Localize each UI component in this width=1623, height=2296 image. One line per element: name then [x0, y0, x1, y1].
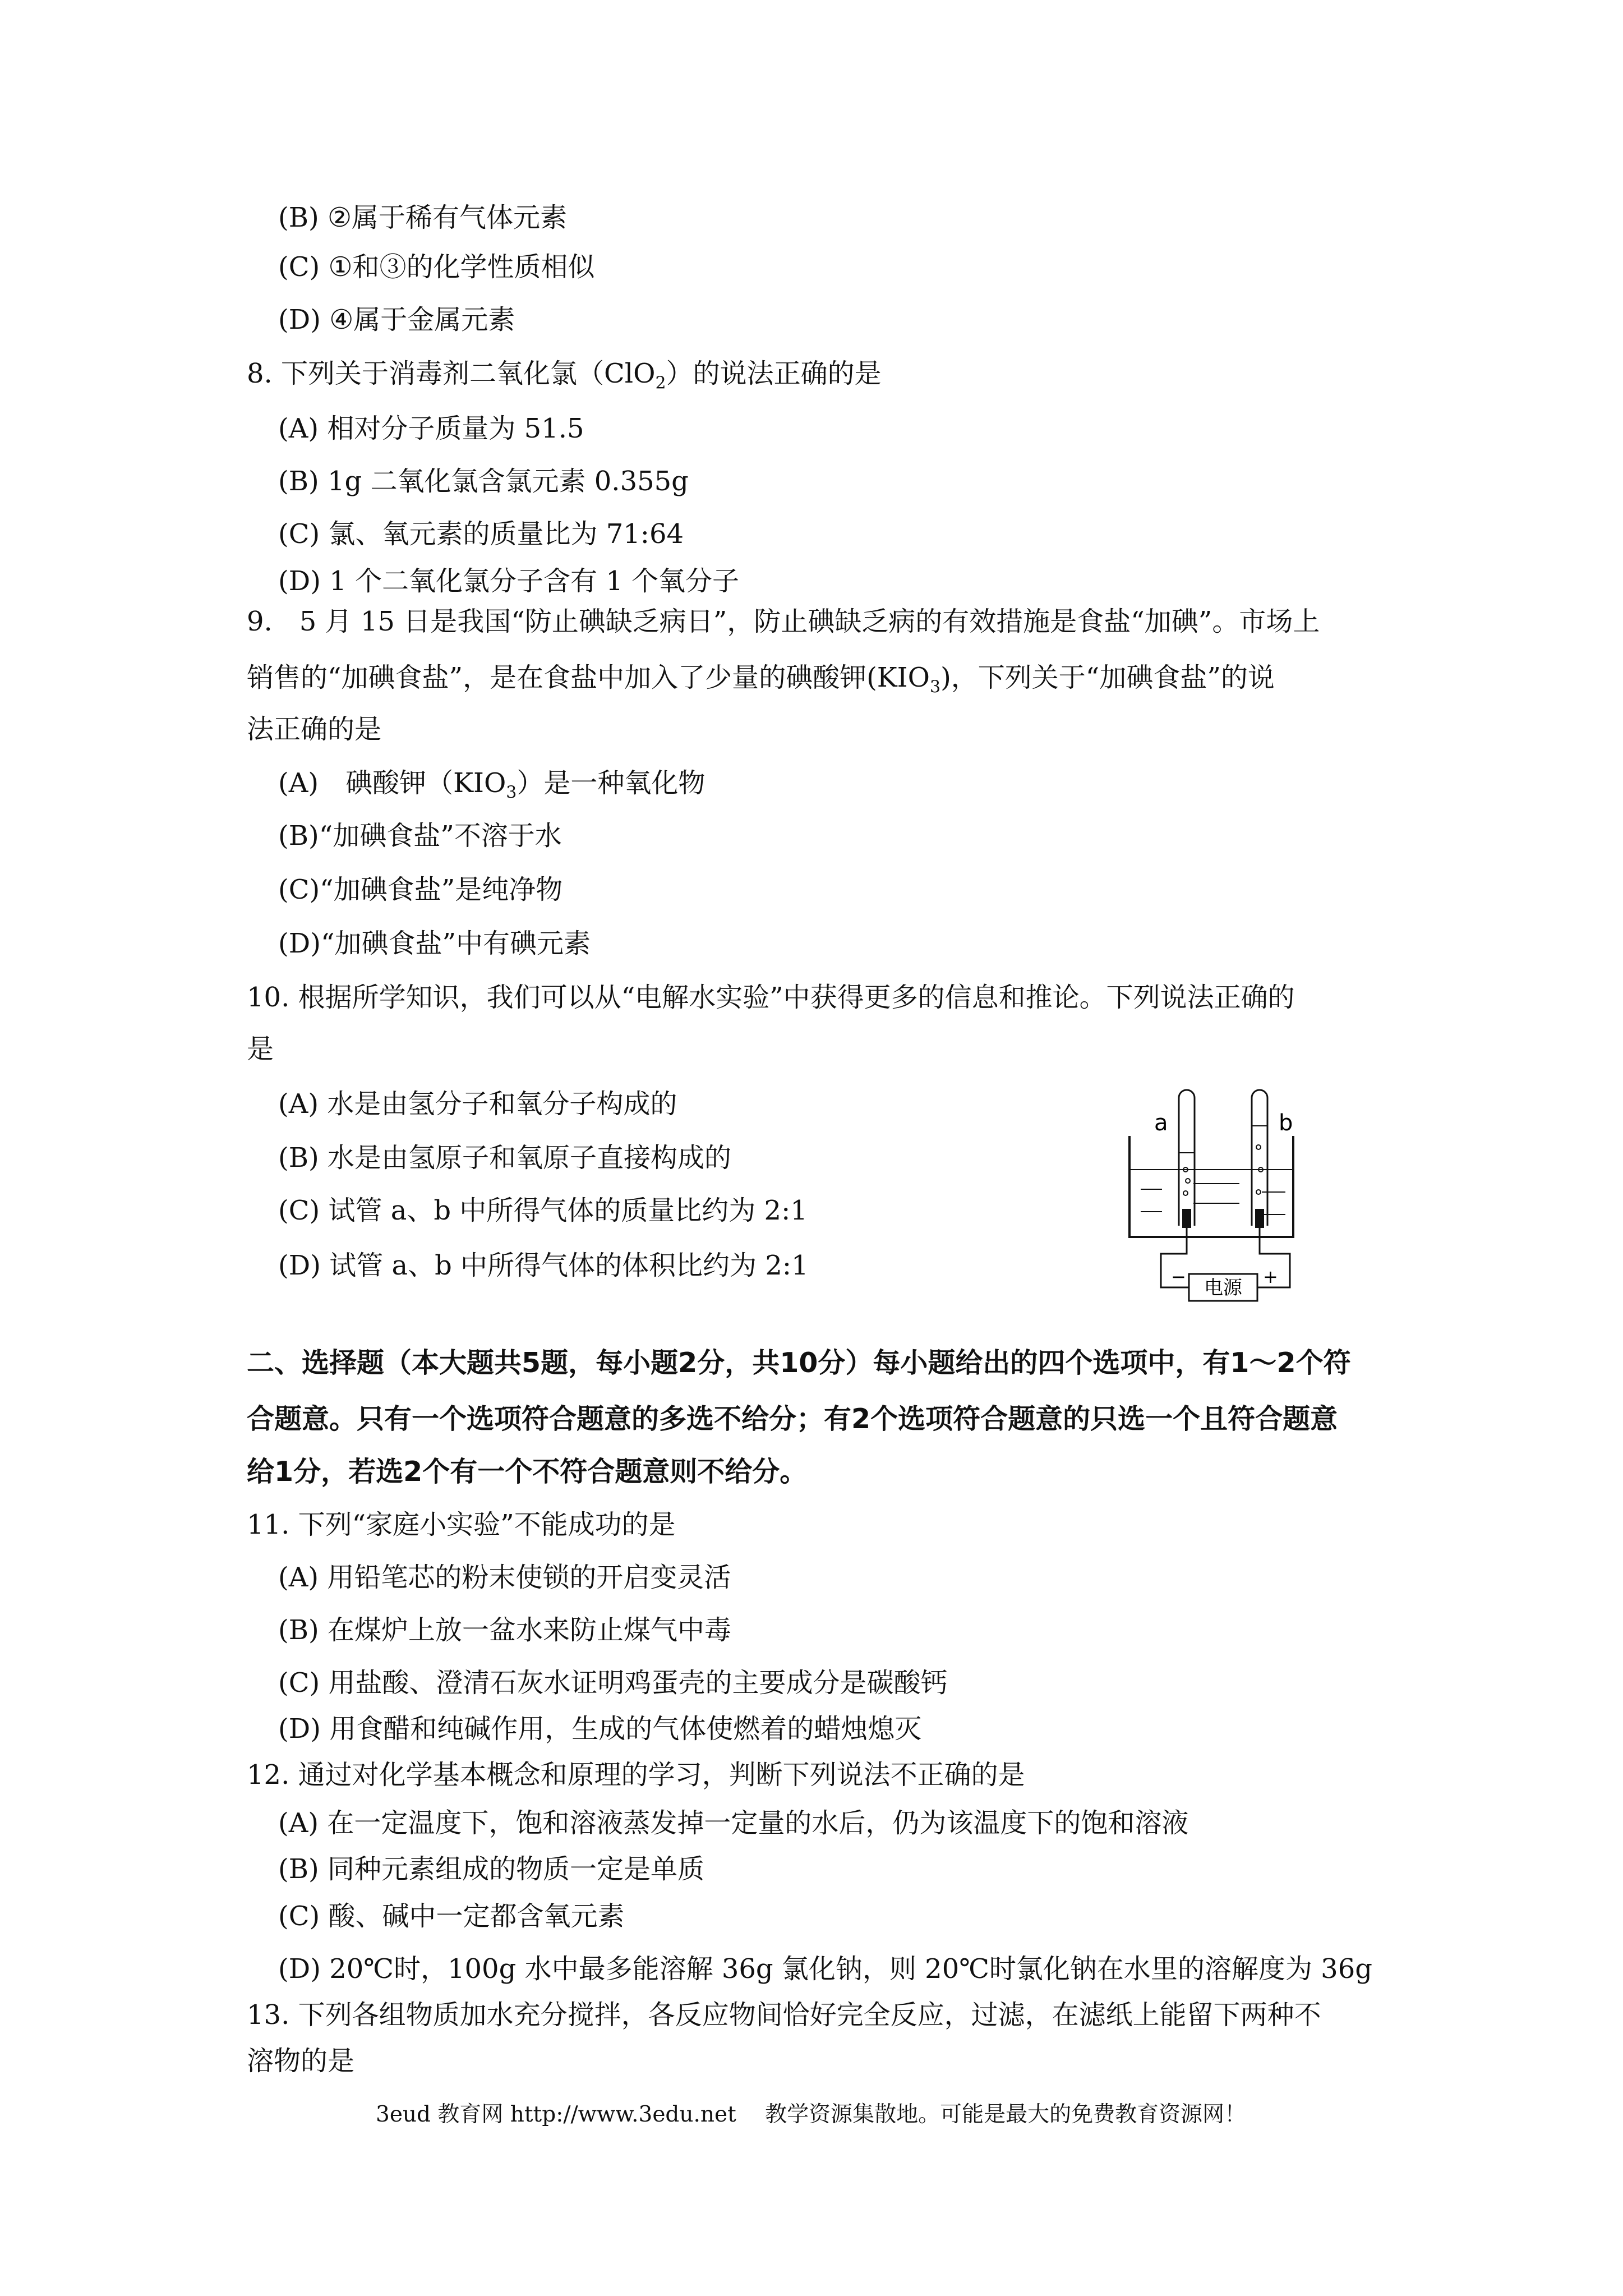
q10-option-c: (C) 试管 a、b 中所得气体的质量比约为 2:1 [278, 1195, 808, 1226]
section2-instructions-line2: 合题意。只有一个选项符合题意的多选不给分；有2个选项符合题意的只选一个且符合题意 [247, 1403, 1338, 1435]
test-tube-b [1252, 1090, 1267, 1226]
q11-option-a: (A) 用铅笔芯的粉末使锁的开启变灵活 [278, 1562, 731, 1593]
q8-option-b: (B) 1g 二氧化氯含氯元素 0.355g [278, 466, 689, 497]
test-tube-a [1179, 1090, 1195, 1226]
q10-option-d: (D) 试管 a、b 中所得气体的体积比约为 2:1 [278, 1250, 809, 1281]
q12-option-c: (C) 酸、碱中一定都含氧元素 [278, 1901, 625, 1932]
electrode-a [1182, 1209, 1191, 1228]
q9-option-a: (A) 碘酸钾$(KIO_3)$是一种氧化物 [278, 767, 706, 803]
q8-option-a: (A) 相对分子质量为 51.5 [278, 413, 584, 444]
label-b: b [1279, 1110, 1293, 1136]
section2-instructions-line3: 给1分，若选2个有一个不符合题意则不给分。 [247, 1456, 808, 1488]
gas-bubble [1186, 1179, 1190, 1183]
q12-option-b: (B) 同种元素组成的物质一定是单质 [278, 1853, 704, 1885]
section2-instructions-line1: 二、选择题（本大题共5题，每小题2分，共10分）每小题给出的四个选项中，有1～2个符 [247, 1347, 1351, 1379]
negative-terminal-sign: − [1171, 1266, 1186, 1287]
gas-bubble [1256, 1145, 1261, 1149]
positive-terminal-sign: + [1263, 1266, 1278, 1287]
q12-option-a: (A) 在一定温度下，饱和溶液蒸发掉一定量的水后，仍为该温度下的饱和溶液 [278, 1807, 1189, 1839]
q7-option-d: (D) ④属于金属元素 [278, 304, 515, 335]
q12-option-d: (D) 20℃时，100g 水中最多能溶解 36g 氯化钠，则 20℃时氯化钠在水里的溶解度为 36g [278, 1953, 1372, 1985]
q8-stem: 8. 下列关于消毒剂二氧化氯（ClO$_2$）的说法正确的是 [247, 358, 882, 393]
q9-option-b: (B)“加碘食盐”不溶于水 [278, 820, 562, 852]
q10-stem-line2: 是 [247, 1033, 274, 1065]
q10-option-a: (A) 水是由氢分子和氧分子构成的 [278, 1088, 677, 1120]
q11-stem: 11. 下列“家庭小实验”不能成功的是 [247, 1509, 676, 1540]
q9-stem-line1: 9. 5 月 15 日是我国“防止碘缺乏病日”，防止碘缺乏病的有效措施是食盐“加碘”。市场上 [247, 606, 1320, 637]
q11-option-d: (D) 用食醋和纯碱作用，生成的气体使燃着的蜡烛熄灭 [278, 1713, 922, 1745]
electrolysis-apparatus-diagram [1127, 1085, 1318, 1310]
power-source-label: 电源 [1204, 1277, 1242, 1299]
q10-stem-line1: 10. 根据所学知识，我们可以从“电解水实验”中获得更多的信息和推论。下列说法正确的 [247, 982, 1295, 1013]
page-footer: 3eud 教育网 http://www.3edu.net 教学资源集散地。可能是最大的免费教育资源网！ [376, 2102, 1247, 2127]
q7-option-c: (C) ①和③的化学性质相似 [278, 251, 595, 283]
q11-option-b: (B) 在煤炉上放一盆水来防止煤气中毒 [278, 1614, 731, 1646]
q10-option-b: (B) 水是由氢原子和氧原子直接构成的 [278, 1142, 731, 1174]
gas-bubble [1256, 1190, 1261, 1194]
water-trough [1129, 1136, 1293, 1237]
q7-option-b: (B) ②属于稀有气体元素 [278, 202, 568, 233]
q9-stem-line3: 法正确的是 [247, 714, 382, 745]
q12-stem: 12. 通过对化学基本概念和原理的学习，判断下列说法不正确的是 [247, 1759, 1025, 1791]
q9-option-c: (C)“加碘食盐”是纯净物 [278, 874, 563, 905]
q9-stem-line2: 销售的“加碘食盐”，是在食盐中加入了少量的碘酸钾$(KIO_3)$，下列关于“加碘食盐”的说 [247, 662, 1275, 697]
label-a: a [1154, 1110, 1168, 1136]
q13-stem-line2: 溶物的是 [247, 2045, 355, 2077]
q11-option-c: (C) 用盐酸、澄清石灰水证明鸡蛋壳的主要成分是碳酸钙 [278, 1667, 948, 1699]
gas-bubble [1183, 1191, 1188, 1195]
electrode-b [1255, 1209, 1264, 1228]
q9-option-d: (D)“加碘食盐”中有碘元素 [278, 928, 591, 959]
q13-stem-line1: 13. 下列各组物质加水充分搅拌，各反应物间恰好完全反应，过滤，在滤纸上能留下两种不 [247, 1999, 1321, 2031]
q8-option-c: (C) 氯、氧元素的质量比为 71:64 [278, 518, 684, 550]
q8-option-d: (D) 1 个二氧化氯分子含有 1 个氧分子 [278, 565, 740, 597]
